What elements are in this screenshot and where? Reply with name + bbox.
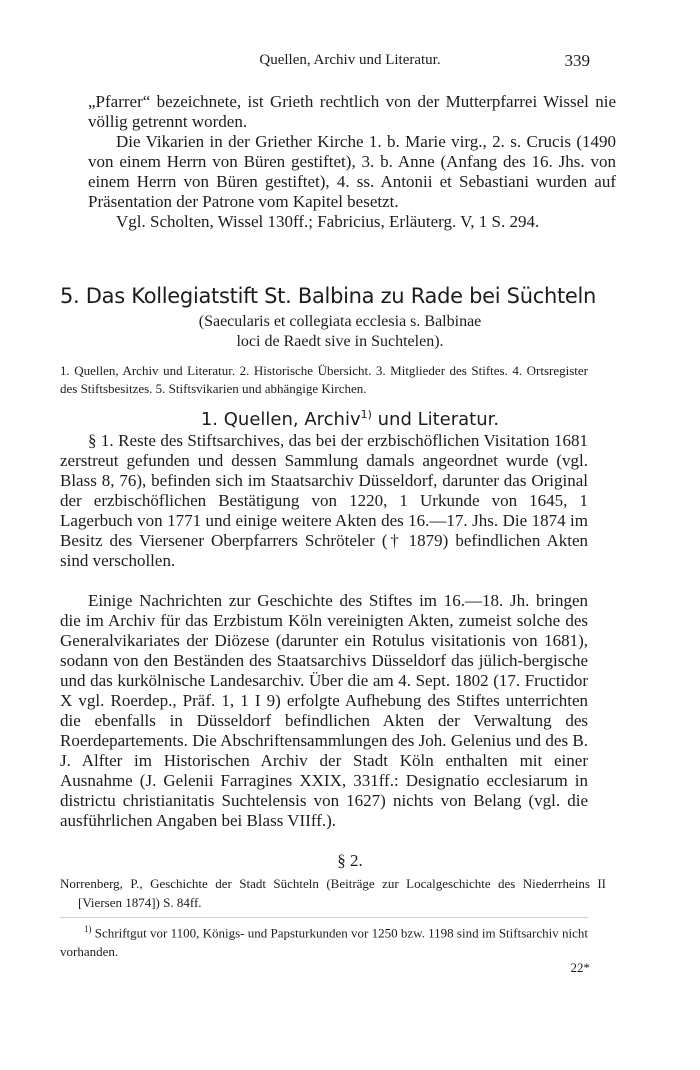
subsection-heading [0,403,700,432]
section-subtitle [140,312,540,352]
paragraph-mark: § 2. [337,851,363,870]
footnote-reference: 1) [360,408,372,421]
running-title: Quellen, Archiv und Literatur. [259,52,441,68]
intro-paragraph-2: Die Vikarien in der Griether Kirche 1. b. Marie virg., 2. s. Crucis (1490 von einem Herrn von Büren gestiftet), 3. b. Anne (Anfang des 16. Jhs. von einem Herrn von Büren gestiftet), 4. ss. Antonii et Sebastiani wurden auf Präsentation der Patrone vom Kapitel besetzt. [88,132,616,211]
body-paragraph-2: Einige Nachrichten zur Geschichte des Stiftes im 16.—18. Jh. bringen die im Archiv für das Erzbistum Köln vereinigten Akten, zumeist solche des Generalvikariates der Diözese (darunter ein Rotulus visitationis von 1681), sodann von den Beständen des Staatsarchivs Düsseldorf das jülich-bergische und das kurkölnische Landesarchiv. Über die am 4. Sept. 1802 (17. Fructidor X vgl. Roerdep., Präf. 1, 1 I 9) erfolgte Aufhebung des Stiftes unterrichten die ebenfalls in Düsseldorf befindlichen Akten der Verwaltung des Roerdepartements. Die Abschriftensammlungen des Joh. Gelenius und des B. J. Alfter im Historischen Archiv der Stadt Köln enthalten mit einer Ausnahme (J. Gelenii Farragines XXIX, 331ff.: Designatio ecclesiarum in districtu christianitatis Suchtelensis von 1627) nichts von Belang (vgl. die ausführlichen Angaben bei Blass VIIff.). [60,591,588,830]
subsection-heading-end: und Literatur. [371,409,500,430]
footnote [60,920,588,961]
section-subtitle-line-2: loci de Raedt sive in Suchtelen). [236,333,444,350]
section-subtitle-line-1: (Saecularis et collegiata ecclesia s. Balbinae [198,313,482,330]
intro-paragraph-1: „Pfarrer“ bezeichnete, ist Grieth rechtlich von der Mutterpfarrei Wissel nie völlig getrennt worden. [88,92,616,131]
page-number: 339 [564,51,590,70]
footnote-divider [60,917,588,918]
section-heading: 5. Das Kollegiatstift St. Balbina zu Rade bei Süchteln [60,284,597,308]
footnote-marker: 1) [84,924,92,934]
signature-mark: 22* [570,960,590,975]
intro-reference: Vgl. Scholten, Wissel 130ff.; Fabricius, Erläuterg. V, 1 S. 294. [116,212,540,231]
section-contents: 1. Quellen, Archiv und Literatur. 2. Historische Übersicht. 3. Mitglieder des Stiftes. 4. Ortsregister des Stiftsbesitzes. 5. Stiftsvikarien und abhängige Kirchen. [60,363,588,396]
bibliography-entry: Norrenberg, P., Geschichte der Stadt Süchteln (Beiträge zur Localgeschichte des Niederrheins II [Viersen 1874]) S. 84ff. [60,876,606,910]
subsection-heading-text: 1. Quellen, Archiv [200,409,361,430]
body-paragraph-1: § 1. Reste des Stiftsarchives, das bei der erzbischöflichen Visitation 1681 zerstreut gefunden und dessen Sammlung damals angeordnet wurde (vgl. Blass 8, 76), befinden sich im Staatsarchiv Düsseldorf, darunter das Original der erzbischöflichen Bestätigung von 1220, 1 Urkunde von 1645, 1 Lagerbuch von 1771 und einige weitere Akten des 16.—17. Jhs. Die 1874 im Besitz des Viersener Oberpfarrers Schröteler († 1879) befindlichen Akten sind verschollen. [60,431,588,570]
running-head [0,52,700,74]
footnote-text: Schriftgut vor 1100, Königs- und Papsturkunden vor 1250 bzw. 1198 sind im Stiftsarchiv nicht vorhanden. [60,925,588,960]
